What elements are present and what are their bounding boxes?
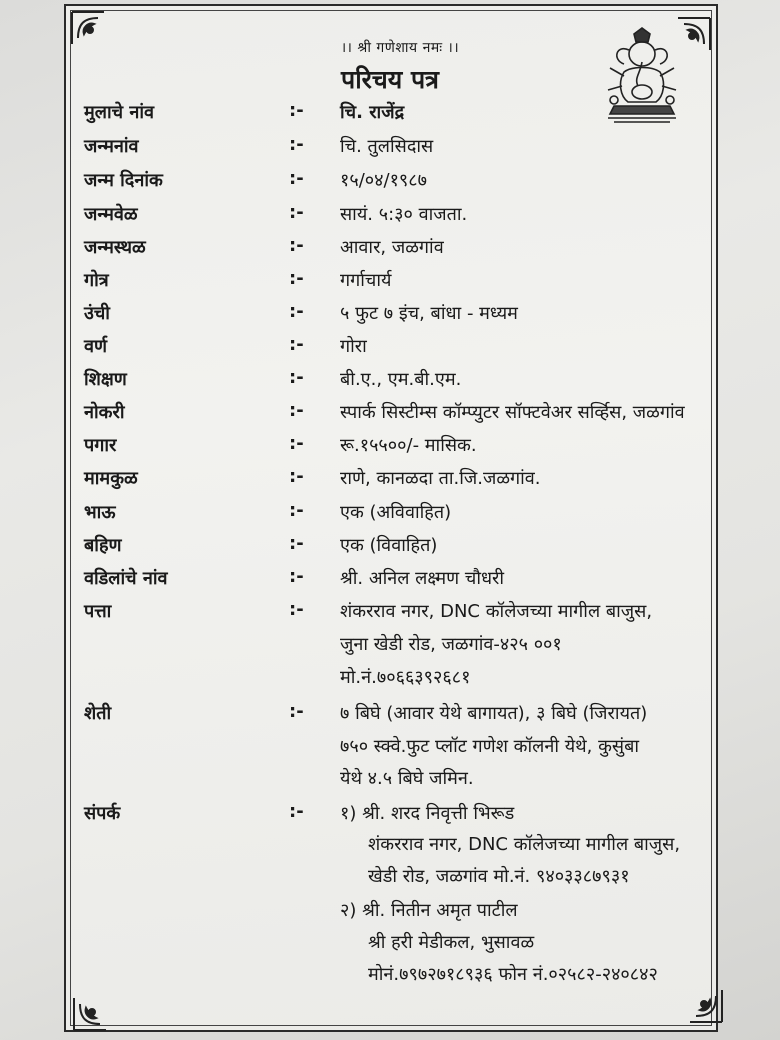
field-label: उंची (84, 303, 110, 324)
field-separator: :- (289, 701, 304, 722)
field-value: आवार, जळगांव (340, 237, 444, 258)
field-separator: :- (289, 168, 304, 189)
contact-line: २) श्री. नितीन अमृत पाटील (340, 900, 518, 921)
field-row-birth-date (0, 168, 780, 198)
field-value: एक (अविवाहित) (340, 502, 452, 523)
field-row-maternal-family (0, 466, 780, 496)
field-label: गोत्र (84, 270, 109, 291)
field-label: बहिण (84, 535, 122, 556)
contact-line: खेडी रोड, जळगांव मो.नं. ९४०३३८७९३१ (368, 866, 630, 887)
field-separator: :- (289, 202, 304, 223)
field-row-father-name (0, 566, 780, 596)
contact-line: शंकरराव नगर, DNC कॉलेजच्या मागील बाजुस, (368, 834, 681, 855)
field-label: जन्मवेळ (84, 204, 138, 225)
field-value: ५ फुट ७ इंच, बांधा - मध्यम (340, 303, 518, 324)
field-separator: :- (289, 566, 304, 587)
farm-line: येथे ४.५ बिघे जमिन. (340, 768, 474, 789)
field-value: श्री. अनिल लक्ष्मण चौधरी (340, 568, 505, 589)
field-row-birth-name (0, 134, 780, 164)
field-label: पगार (84, 435, 117, 456)
field-separator: :- (289, 801, 304, 822)
field-row-height (0, 301, 780, 331)
field-label: वर्ण (84, 336, 108, 357)
field-row-farm (0, 701, 780, 731)
field-row-complexion (0, 334, 780, 364)
field-label: शेती (84, 703, 112, 724)
field-row-salary (0, 433, 780, 463)
field-label: नोकरी (84, 402, 125, 423)
page-title: परिचय पत्र (341, 65, 439, 94)
field-separator: :- (289, 301, 304, 322)
address-line: शंकरराव नगर, DNC कॉलेजच्या मागील बाजुस, (340, 601, 653, 622)
field-row-birth-time (0, 202, 780, 232)
floral-corner-icon (70, 994, 110, 1034)
field-value: चि. राजेंद्र (340, 102, 405, 123)
field-label: जन्म दिनांक (84, 170, 163, 191)
field-separator: :- (289, 100, 304, 121)
field-value: गोरा (340, 336, 367, 357)
field-label: वडिलांचे नांव (84, 568, 168, 589)
field-separator: :- (289, 433, 304, 454)
field-value: सायं. ५:३० वाजता. (340, 204, 468, 225)
field-value: रू.१५५००/- मासिक. (340, 435, 477, 456)
field-row-contact (0, 801, 780, 831)
floral-corner-icon (68, 8, 108, 48)
field-value: १५/०४/१९८७ (340, 170, 428, 191)
field-row-gotra (0, 268, 780, 298)
field-separator: :- (289, 500, 304, 521)
field-label: जन्मस्थळ (84, 237, 146, 258)
field-separator: :- (289, 134, 304, 155)
field-label: संपर्क (84, 803, 121, 824)
address-line: जुना खेडी रोड, जळगांव-४२५ ००१ (340, 634, 562, 655)
farm-line: ७ बिघे (आवार येथे बागायत), ३ बिघे (जिरायत) (340, 703, 648, 724)
field-row-education (0, 367, 780, 397)
contact-line: १) श्री. शरद निवृत्ती भिरूड (340, 803, 515, 824)
floral-corner-icon (686, 986, 726, 1026)
field-separator: :- (289, 367, 304, 388)
field-value: गर्गाचार्य (340, 270, 392, 291)
field-value: बी.ए., एम.बी.एम. (340, 369, 462, 390)
field-value: चि. तुलसिदास (340, 136, 434, 157)
field-label: मामकुळ (84, 468, 138, 489)
field-label: भाऊ (84, 502, 116, 523)
field-separator: :- (289, 466, 304, 487)
field-separator: :- (289, 533, 304, 554)
contact-line: श्री हरी मेडीकल, भुसावळ (368, 932, 535, 953)
field-row-address (0, 599, 780, 629)
field-value: एक (विवाहित) (340, 535, 438, 556)
field-row-job (0, 400, 780, 430)
field-label: मुलाचे नांव (84, 102, 154, 123)
address-line: मो.नं.७०६६३९२६८१ (340, 667, 471, 688)
field-row-groom-name (0, 100, 780, 130)
field-separator: :- (289, 599, 304, 620)
field-separator: :- (289, 235, 304, 256)
field-label: शिक्षण (84, 369, 127, 390)
field-separator: :- (289, 400, 304, 421)
blessing-text: ।। श्री गणेशाय नमः ।। (340, 40, 460, 56)
field-value: स्पार्क सिस्टीम्स कॉम्प्युटर सॉफ्टवेअर सर्व्हिस, जळगांव (340, 402, 685, 423)
field-label: जन्मनांव (84, 136, 139, 157)
field-row-brother (0, 500, 780, 530)
field-row-sister (0, 533, 780, 563)
field-label: पत्ता (84, 601, 112, 622)
farm-line: ७५० स्क्वे.फुट प्लॉट गणेश कॉलनी येथे, कुसुंबा (340, 736, 640, 757)
field-separator: :- (289, 268, 304, 289)
contact-line: मोनं.७९७२७१८९३६ फोन नं.०२५८२-२४०८४२ (368, 964, 658, 985)
field-row-birth-place (0, 235, 780, 265)
field-value: राणे, कानळदा ता.जि.जळगांव. (340, 468, 541, 489)
field-separator: :- (289, 334, 304, 355)
